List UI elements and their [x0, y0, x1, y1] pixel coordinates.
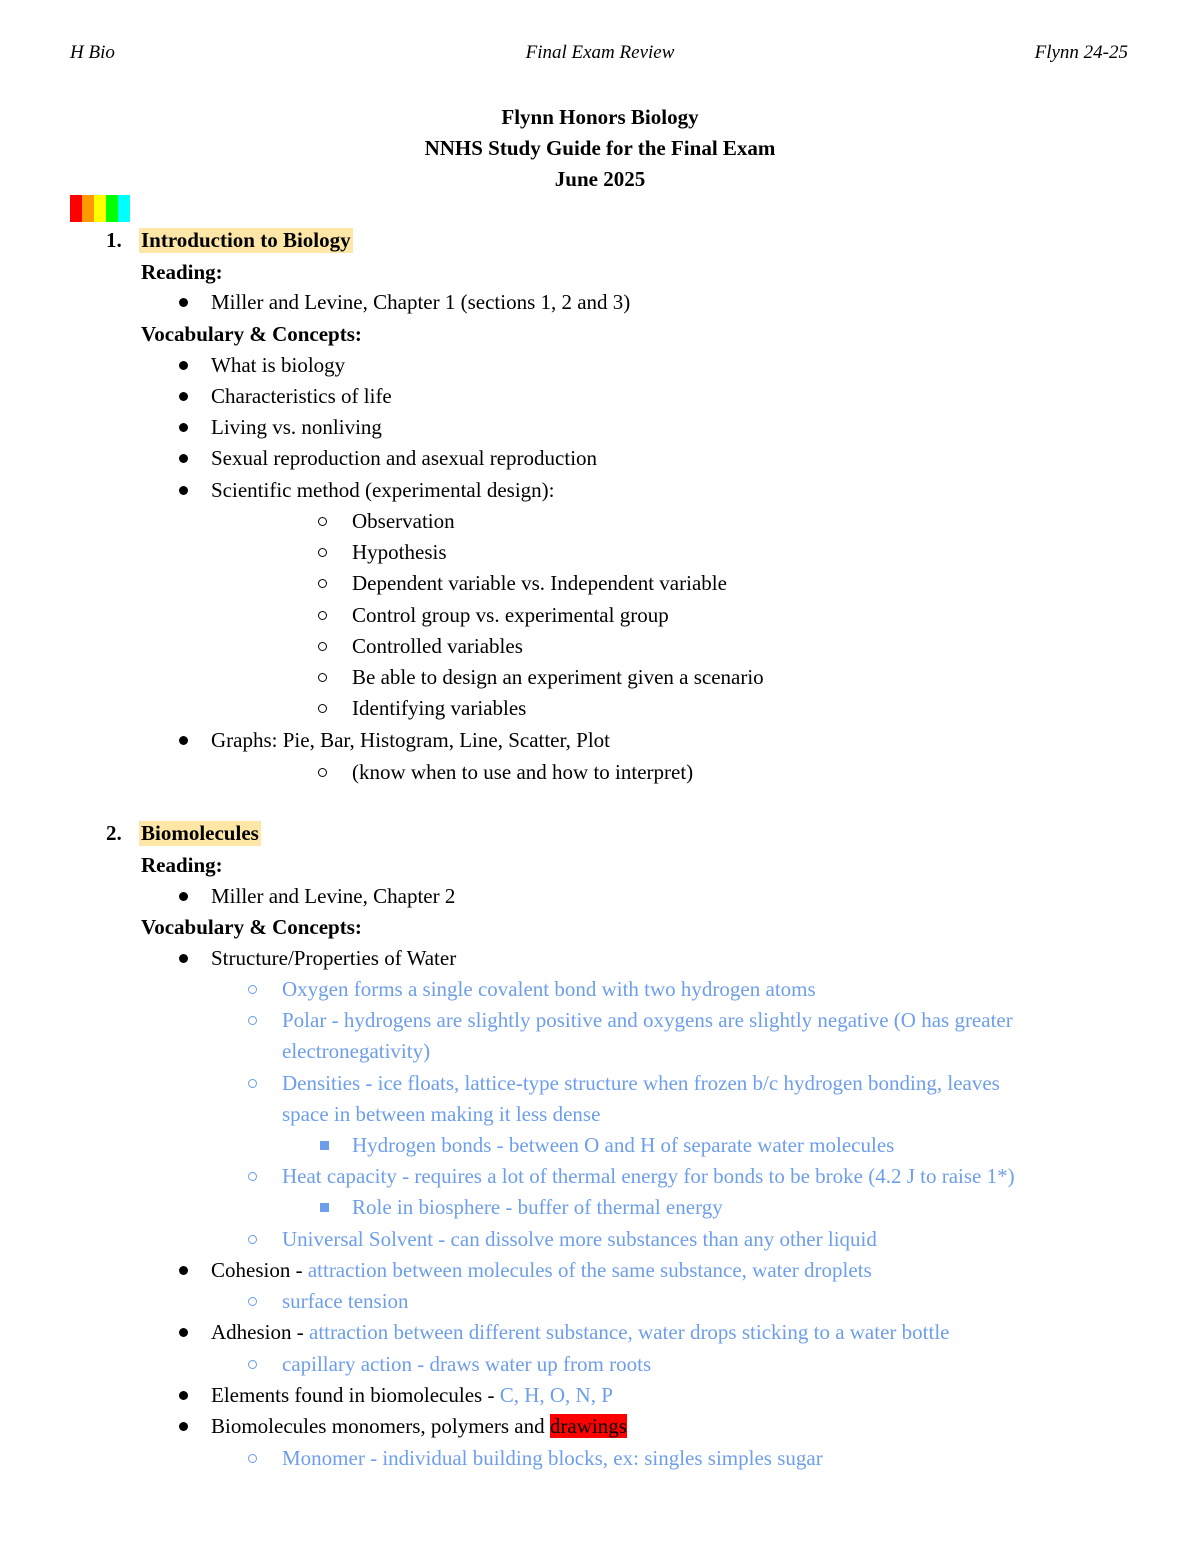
- circle-bullet-icon: [248, 1454, 257, 1463]
- vocab-item: Living vs. nonliving: [211, 415, 382, 439]
- sci-method-subitem: Dependent variable vs. Independent variable: [352, 571, 727, 595]
- bullet-icon: [179, 736, 188, 745]
- square-bullet-icon: [320, 1203, 329, 1212]
- swatch-yellow: [94, 195, 106, 222]
- water-note-densities-2: space in between making it less dense: [282, 1102, 601, 1126]
- circle-bullet-icon: [318, 768, 327, 777]
- circle-bullet-icon: [318, 611, 327, 620]
- circle-bullet-icon: [248, 1079, 257, 1088]
- adhesion-subitem: capillary action - draws water up from roots: [282, 1352, 652, 1376]
- drawings-highlight: drawings: [549, 1414, 627, 1438]
- section-2-reading-label: Reading:: [141, 853, 223, 877]
- circle-bullet-icon: [318, 704, 327, 713]
- swatch-cyan: [118, 195, 130, 222]
- bullet-icon: [179, 1391, 188, 1400]
- header-left: H Bio: [70, 42, 115, 63]
- water-note-densities-1: Densities - ice floats, lattice-type structure when frozen b/c hydrogen bonding, leaves: [282, 1071, 1000, 1095]
- header-right: Flynn 24-25: [1034, 42, 1128, 63]
- circle-bullet-icon: [248, 1297, 257, 1306]
- title-line-1: Flynn Honors Biology: [501, 105, 699, 129]
- bullet-icon: [179, 1422, 188, 1431]
- water-item: Structure/Properties of Water: [211, 946, 457, 970]
- section-2-number: 2.: [106, 821, 122, 845]
- vocab-item: What is biology: [211, 353, 346, 377]
- elements-term: Elements found in biomolecules -: [211, 1383, 500, 1407]
- cohesion-subitem: surface tension: [282, 1289, 409, 1313]
- sci-method-subitem: Be able to design an experiment given a scenario: [352, 665, 764, 689]
- bullet-icon: [179, 486, 188, 495]
- bullet-icon: [179, 1266, 188, 1275]
- monomer-note: Monomer - individual building blocks, ex: singles simples sugar: [282, 1446, 823, 1470]
- circle-bullet-icon: [248, 1235, 257, 1244]
- graphs-item: Graphs: Pie, Bar, Histogram, Line, Scatter, Plot: [211, 728, 610, 752]
- adhesion-note: attraction between different substance, water drops sticking to a water bottle: [309, 1320, 950, 1344]
- sci-method-subitem: Hypothesis: [352, 540, 447, 564]
- circle-bullet-icon: [318, 579, 327, 588]
- circle-bullet-icon: [248, 985, 257, 994]
- section-1-reading-item: Miller and Levine, Chapter 1 (sections 1, 2 and 3): [211, 290, 631, 314]
- bullet-icon: [179, 423, 188, 432]
- header-center: Final Exam Review: [525, 42, 675, 63]
- bullet-icon: [179, 892, 188, 901]
- swatch-green: [106, 195, 118, 222]
- color-swatches: [70, 195, 130, 222]
- section-1-title: Introduction to Biology: [141, 228, 351, 252]
- bullet-icon: [179, 454, 188, 463]
- biomolecules-term: Biomolecules monomers, polymers and: [211, 1414, 550, 1438]
- sci-method-subitem: Observation: [352, 509, 455, 533]
- bullet-icon: [179, 1328, 188, 1337]
- document-title: [0, 102, 1200, 195]
- circle-bullet-icon: [318, 673, 327, 682]
- section-1-reading-label: Reading:: [141, 260, 223, 284]
- section-1-number: 1.: [106, 228, 122, 252]
- bullet-icon: [179, 298, 188, 307]
- bullet-icon: [179, 392, 188, 401]
- adhesion-term: Adhesion -: [211, 1320, 309, 1344]
- water-note-solvent: Universal Solvent - can dissolve more substances than any other liquid: [282, 1227, 877, 1251]
- graphs-subitem: (know when to use and how to interpret): [352, 760, 694, 784]
- vocab-item: Characteristics of life: [211, 384, 392, 408]
- vocab-item: Scientific method (experimental design):: [211, 478, 555, 502]
- circle-bullet-icon: [318, 642, 327, 651]
- elements-item: [211, 1382, 613, 1408]
- adhesion-item: [211, 1319, 949, 1345]
- circle-bullet-icon: [248, 1016, 257, 1025]
- bullet-icon: [179, 954, 188, 963]
- water-note-heat: Heat capacity - requires a lot of thermal energy for bonds to be broke (4.2 J to raise 1*): [282, 1164, 1015, 1188]
- elements-note: C, H, O, N, P: [499, 1383, 613, 1407]
- swatch-orange: [82, 195, 94, 222]
- vocab-item: Sexual reproduction and asexual reproduction: [211, 446, 598, 470]
- bullet-icon: [179, 361, 188, 370]
- swatch-red: [70, 195, 82, 222]
- section-2-title: Biomolecules: [141, 821, 259, 845]
- sci-method-subitem: Control group vs. experimental group: [352, 603, 669, 627]
- circle-bullet-icon: [318, 517, 327, 526]
- square-bullet-icon: [320, 1141, 329, 1150]
- sci-method-subitem: Controlled variables: [352, 634, 523, 658]
- section-1-vocab-label: Vocabulary & Concepts:: [141, 322, 362, 346]
- title-line-2: NNHS Study Guide for the Final Exam: [424, 136, 776, 160]
- water-note-biosphere: Role in biosphere - buffer of thermal energy: [352, 1195, 723, 1219]
- biomolecules-item: [211, 1413, 627, 1439]
- circle-bullet-icon: [248, 1172, 257, 1181]
- water-note-polar-1: Polar - hydrogens are slightly positive and oxygens are slightly negative (O has greater: [282, 1008, 1013, 1032]
- cohesion-note: attraction between molecules of the same substance, water droplets: [307, 1258, 872, 1282]
- water-note-polar-2: electronegativity): [282, 1039, 431, 1063]
- sci-method-subitem: Identifying variables: [352, 696, 527, 720]
- circle-bullet-icon: [318, 548, 327, 557]
- water-note-oxygen: Oxygen forms a single covalent bond with two hydrogen atoms: [282, 977, 816, 1001]
- section-2-reading-item: Miller and Levine, Chapter 2: [211, 884, 456, 908]
- cohesion-term: Cohesion -: [211, 1258, 308, 1282]
- title-line-3: June 2025: [554, 167, 646, 191]
- water-note-hbonds: Hydrogen bonds - between O and H of separate water molecules: [352, 1133, 895, 1157]
- cohesion-item: [211, 1257, 872, 1283]
- circle-bullet-icon: [248, 1360, 257, 1369]
- section-2-vocab-label: Vocabulary & Concepts:: [141, 915, 362, 939]
